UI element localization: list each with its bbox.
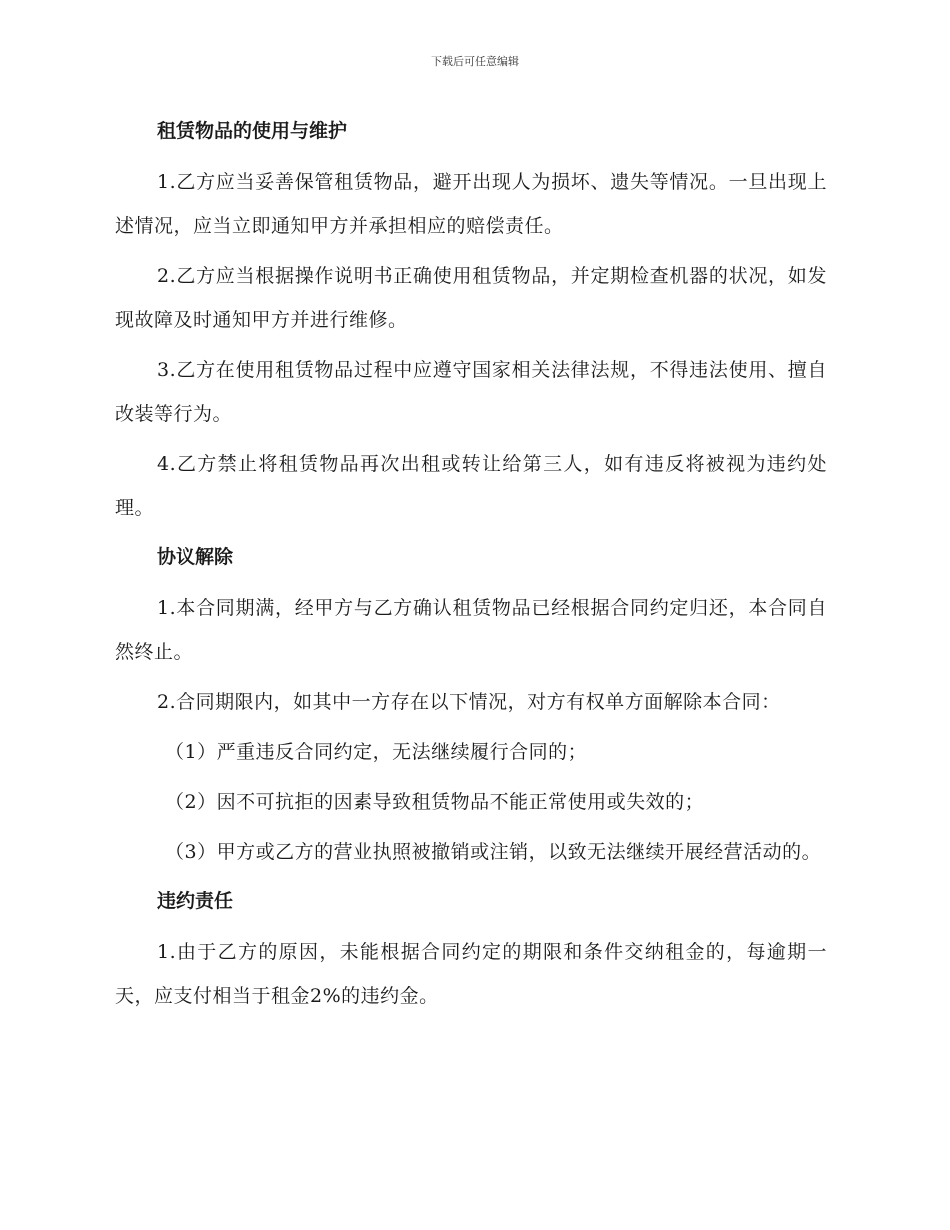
clause-paragraph: 1.由于乙方的原因，未能根据合同约定的期限和条件交纳租金的，每逾期一天，应支付相当于租金2%的违约金。 [115,941,827,1007]
section-heading-usage: 租赁物品的使用与维护 [157,120,348,142]
clause-list-item: （3）甲方或乙方的营业执照被撤销或注销，以致无法继续开展经营活动的。 [165,841,822,863]
clause-paragraph: 1.乙方应当妥善保管租赁物品，避开出现人为损坏、遗失等情况。一旦出现上述情况，应当立即通知甲方并承担相应的赔偿责任。 [115,171,827,237]
section-heading-termination: 协议解除 [157,546,234,568]
clause-list-item: （1）严重违反合同约定，无法继续履行合同的； [165,741,588,763]
clause-paragraph: 3.乙方在使用租赁物品过程中应遵守国家相关法律法规，不得违法使用、擅自改装等行为。 [115,359,827,425]
clause-paragraph: 4.乙方禁止将租赁物品再次出租或转让给第三人，如有违反将被视为违约处理。 [115,453,827,519]
clause-paragraph: 2.乙方应当根据操作说明书正确使用租赁物品，并定期检查机器的状况，如发现故障及时通知甲方并进行维修。 [115,265,827,331]
document-body [115,110,827,1024]
clause-paragraph: 1.本合同期满，经甲方与乙方确认租赁物品已经根据合同约定归还，本合同自然终止。 [115,597,827,663]
clause-list-item: （2）因不可抗拒的因素导致租赁物品不能正常使用或失效的； [165,791,705,813]
page-header: 下载后可任意编辑 [431,55,519,68]
section-heading-liability: 违约责任 [157,890,234,912]
clause-paragraph: 2.合同期限内，如其中一方存在以下情况，对方有权单方面解除本合同： [157,691,781,713]
